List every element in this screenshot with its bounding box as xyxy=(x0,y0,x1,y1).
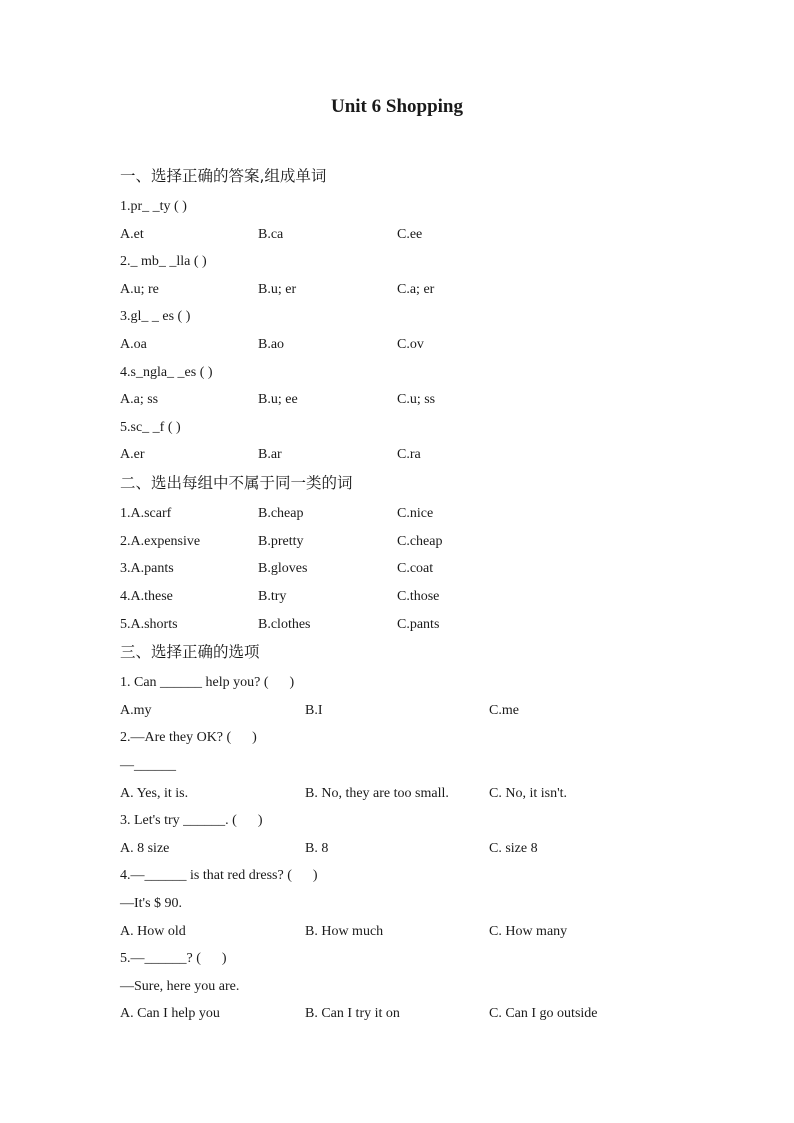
s3-q1-option-a: A.my xyxy=(120,703,152,718)
s2-row-4-b: B.try xyxy=(258,589,287,604)
s2-row-4-c: C.those xyxy=(397,589,440,604)
s3-q4-option-a: A. How old xyxy=(120,924,186,939)
s3-q4-option-c: C. How many xyxy=(489,924,568,939)
s3-q5-option-c: C. Can I go outside xyxy=(489,1006,598,1021)
s3-q4-response: —It's $ 90. xyxy=(120,896,183,911)
s3-q3-option-b: B. 8 xyxy=(305,841,329,856)
s1-q5-option-a: A.er xyxy=(120,447,145,462)
s1-q2-option-c: C.a; er xyxy=(397,282,435,297)
s1-q3-option-a: A.oa xyxy=(120,337,147,352)
s3-question-3: 3. Let's try ______. ( ) xyxy=(120,813,263,828)
s2-row-1-b: B.cheap xyxy=(258,506,304,521)
s3-q4-option-b: B. How much xyxy=(305,924,384,939)
s2-row-1-c: C.nice xyxy=(397,506,434,521)
s2-row-3-b: B.gloves xyxy=(258,561,308,576)
s3-question-5: 5.—______? ( ) xyxy=(120,951,227,966)
s1-q3-option-c: C.ov xyxy=(397,337,424,352)
s2-row-2-c: C.cheap xyxy=(397,534,443,549)
s1-question-3: 3.gl_ _ es ( ) xyxy=(120,309,191,324)
s2-row-3-c: C.coat xyxy=(397,561,434,576)
s1-q1-option-c: C.ee xyxy=(397,227,423,242)
s3-question-4: 4.—______ is that red dress? ( ) xyxy=(120,868,318,883)
s1-question-2: 2._ mb_ _lla ( ) xyxy=(120,254,207,269)
section-2-heading: 二、选出每组中不属于同一类的词 xyxy=(120,474,353,492)
s1-q4-option-b: B.u; ee xyxy=(258,392,298,407)
s3-q5-option-a: A. Can I help you xyxy=(120,1006,220,1021)
section-3-heading: 三、选择正确的选项 xyxy=(120,643,260,661)
s3-q2-option-c: C. No, it isn't. xyxy=(489,786,567,801)
page-title: Unit 6 Shopping xyxy=(330,96,463,117)
s2-row-2-b: B.pretty xyxy=(258,534,304,549)
s3-question-1: 1. Can ______ help you? ( ) xyxy=(120,675,295,690)
s1-q5-option-b: B.ar xyxy=(258,447,282,462)
s2-row-5-a: 5.A.shorts xyxy=(120,617,178,632)
s1-q2-option-a: A.u; re xyxy=(120,282,159,297)
s3-q5-option-b: B. Can I try it on xyxy=(305,1006,400,1021)
s2-row-4-a: 4.A.these xyxy=(120,589,173,604)
s2-row-2-a: 2.A.expensive xyxy=(120,534,201,549)
s1-q5-option-c: C.ra xyxy=(397,447,421,462)
s1-q2-option-b: B.u; er xyxy=(258,282,297,297)
s2-row-1-a: 1.A.scarf xyxy=(120,506,172,521)
s3-question-2: 2.—Are they OK? ( ) xyxy=(120,730,257,745)
s3-q1-option-b: B.I xyxy=(305,703,323,718)
s2-row-5-b: B.clothes xyxy=(258,617,311,632)
s1-q4-option-c: C.u; ss xyxy=(397,392,436,407)
s1-question-4: 4.s_ngla_ _es ( ) xyxy=(120,365,213,380)
s1-q1-option-b: B.ca xyxy=(258,227,284,242)
s2-row-5-c: C.pants xyxy=(397,617,440,632)
s3-q2-option-b: B. No, they are too small. xyxy=(305,786,449,801)
s1-question-1: 1.pr_ _ty ( ) xyxy=(120,199,187,214)
s1-q4-option-a: A.a; ss xyxy=(120,392,159,407)
s3-q3-option-c: C. size 8 xyxy=(489,841,538,856)
s1-q1-option-a: A.et xyxy=(120,227,144,242)
s3-q2-option-a: A. Yes, it is. xyxy=(120,786,189,801)
s3-q3-option-a: A. 8 size xyxy=(120,841,170,856)
s1-question-5: 5.sc_ _f ( ) xyxy=(120,420,181,435)
s2-row-3-a: 3.A.pants xyxy=(120,561,174,576)
s3-q5-response: —Sure, here you are. xyxy=(120,979,240,994)
section-1-heading: 一、选择正确的答案,组成单词 xyxy=(120,167,327,185)
s3-q1-option-c: C.me xyxy=(489,703,519,718)
s3-q2-response-blank: —______ xyxy=(120,758,176,773)
s1-q3-option-b: B.ao xyxy=(258,337,285,352)
